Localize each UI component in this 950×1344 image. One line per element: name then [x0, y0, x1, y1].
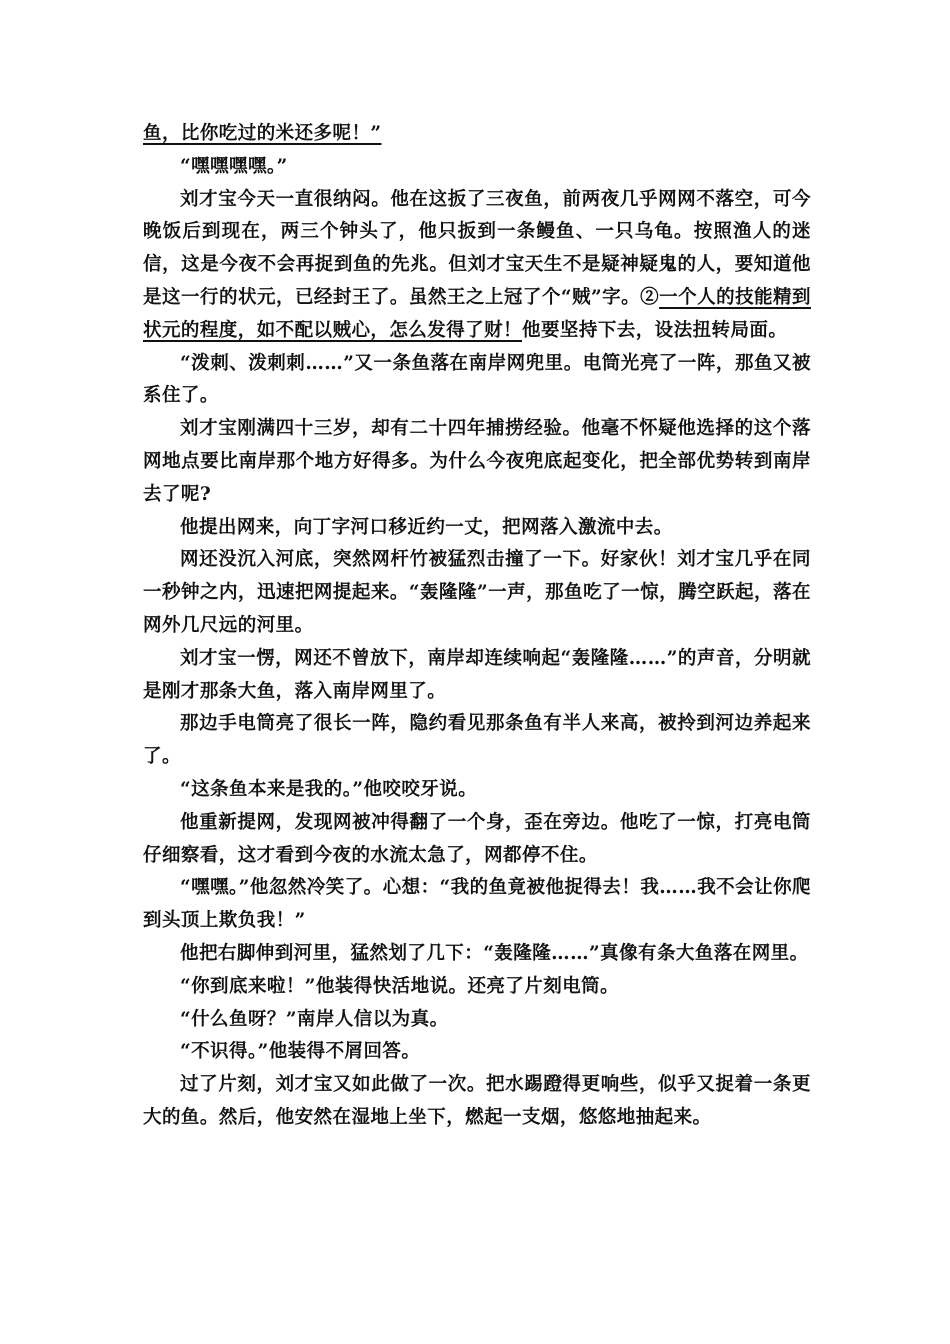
text-segment: “嘿嘿嘿嘿。”	[180, 155, 288, 177]
text-segment: 他提出网来，向丁字河口移近约一丈，把网落入激流中去。	[180, 516, 673, 538]
document-body	[143, 118, 811, 1135]
text-segment: 刘才宝今天一直很纳闷。他在这扳了三夜鱼，前两夜几乎网网不落空，可今晚饭后到现在，两三个钟头了，他只扳到一条鳗鱼、一只乌龟。按照渔人的迷信，这是今夜不会再捉到鱼的先兆。但刘才宝天生不是疑神疑鬼的人，要知道他是这一行的状元，已经封王了。虽然王之上冠了个“贼”字。②	[143, 188, 811, 308]
paragraph	[143, 1069, 811, 1135]
text-segment: 刘才宝一愣，网还不曾放下，南岸却连续响起“轰隆隆……”的声音，分明就是刚才那条大鱼，落入南岸网里了。	[143, 647, 811, 702]
paragraph	[143, 413, 811, 511]
paragraph	[143, 1036, 811, 1069]
paragraph	[143, 971, 811, 1004]
paragraph	[143, 938, 811, 971]
paragraph	[143, 807, 811, 873]
paragraph	[143, 708, 811, 774]
paragraph	[143, 872, 811, 938]
text-segment: 过了片刻，刘才宝又如此做了一次。把水踢蹬得更响些，似乎又捉着一条更大的鱼。然后，他安然在湿地上坐下，燃起一支烟，悠悠地抽起来。	[143, 1074, 811, 1128]
text-segment: 那边手电筒亮了很长一阵，隐约看见那条鱼有半人来高，被拎到河边养起来了。	[143, 713, 811, 768]
underlined-text: 一个人的技能精到状元的程度，如不配以贼心，怎么发得了财！	[143, 286, 811, 341]
underlined-text: 鱼，比你吃过的米还多呢！”	[143, 123, 382, 144]
paragraph	[143, 151, 811, 184]
text-segment: “泼刺、泼刺刺……”又一条鱼落在南岸网兜里。电筒光亮了一阵，那鱼又被系住了。	[143, 352, 811, 407]
text-segment: “嘿嘿。”他忽然冷笑了。心想：“我的鱼竟被他捉得去！我……我不会让你爬到头顶上欺负我！”	[143, 877, 811, 932]
text-segment: 他要坚持下去，设法扭转局面。	[522, 319, 788, 341]
paragraph	[143, 118, 811, 151]
paragraph	[143, 184, 811, 348]
text-segment: “这条鱼本来是我的。”他咬咬牙说。	[180, 778, 478, 800]
paragraph	[143, 348, 811, 414]
paragraph	[143, 643, 811, 709]
text-segment: 他把右脚伸到河里，猛然划了几下：“轰隆隆……”真像有条大鱼落在网里。	[180, 942, 809, 964]
paragraph	[143, 512, 811, 545]
paragraph	[143, 774, 811, 807]
text-segment: “什么鱼呀？”南岸人信以为真。	[180, 1008, 449, 1030]
text-segment: “不识得。”他装得不屑回答。	[180, 1041, 421, 1063]
paragraph	[143, 544, 811, 642]
text-segment: 刘才宝刚满四十三岁，却有二十四年捕捞经验。他毫不怀疑他选择的这个落网地点要比南岸那个地方好得多。为什么今夜兜底起变化，把全部优势转到南岸去了呢?	[143, 418, 811, 505]
text-segment: 网还没沉入河底，突然网杆竹被猛烈击撞了一下。好家伙！刘才宝几乎在同一秒钟之内，迅速把网提起来。“轰隆隆”一声，那鱼吃了一惊，腾空跃起，落在网外几尺远的河里。	[143, 549, 811, 636]
text-segment: 他重新提网，发现网被冲得翻了一个身，歪在旁边。他吃了一惊，打亮电筒仔细察看，这才看到今夜的水流太急了，网都停不住。	[143, 811, 811, 866]
text-segment: “你到底来啦！”他装得快活地说。还亮了片刻电筒。	[180, 975, 620, 997]
paragraph	[143, 1004, 811, 1037]
